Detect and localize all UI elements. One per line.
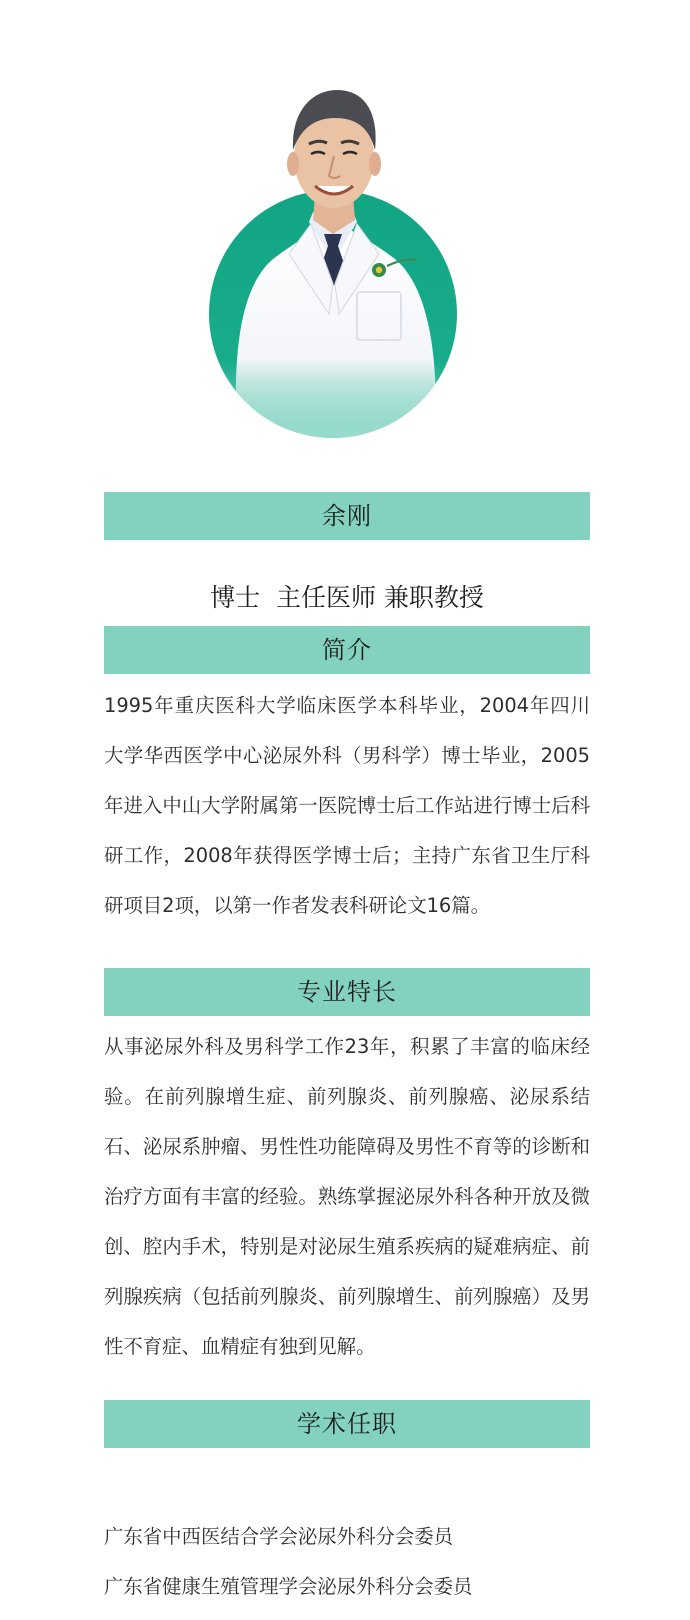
specialty-heading: 专业特长 [297, 978, 397, 1006]
specialty-heading-banner [104, 968, 590, 1016]
doctor-portrait [207, 84, 459, 440]
specialty-text: 从事泌尿外科及男科学工作23年，积累了丰富的临床经验。在前列腺增生症、前列腺炎、前列腺癌、泌尿系结石、泌尿系肿瘤、男性性功能障碍及男性不育等的诊断和治疗方面有丰富的经验。熟练掌握泌尿外科各种开放及微创、腔内手术，特别是对泌尿生殖系疾病的疑难病症、前列腺疾病（包括前列腺炎、前列腺增生、前列腺癌）及男性不育症、血精症有独到见解。 [104, 1035, 590, 1358]
doctor-title: 博士 主任医师 兼职教授 [210, 583, 484, 612]
list-item: 广东省健康生殖管理学会泌尿外科分会委员 [104, 1575, 473, 1598]
academic-list [104, 1512, 590, 1612]
intro-heading-banner [104, 626, 590, 674]
academic-heading: 学术任职 [297, 1410, 397, 1438]
intro-text: 1995年重庆医科大学临床医学本科毕业，2004年四川大学华西医学中心泌尿外科（男科学）博士毕业，2005年进入中山大学附属第一医院博士后工作站进行博士后科研工作，2008年获得医学博士后；主持广东省卫生厅科研项目2项，以第一作者发表科研论文16篇。 [104, 694, 590, 917]
doctor-name: 余刚 [322, 502, 372, 530]
list-item: 广东省中西医结合学会泌尿外科分会委员 [104, 1525, 454, 1548]
academic-heading-banner [104, 1400, 590, 1448]
doctor-name-banner [104, 492, 590, 540]
intro-heading: 简介 [322, 636, 372, 664]
